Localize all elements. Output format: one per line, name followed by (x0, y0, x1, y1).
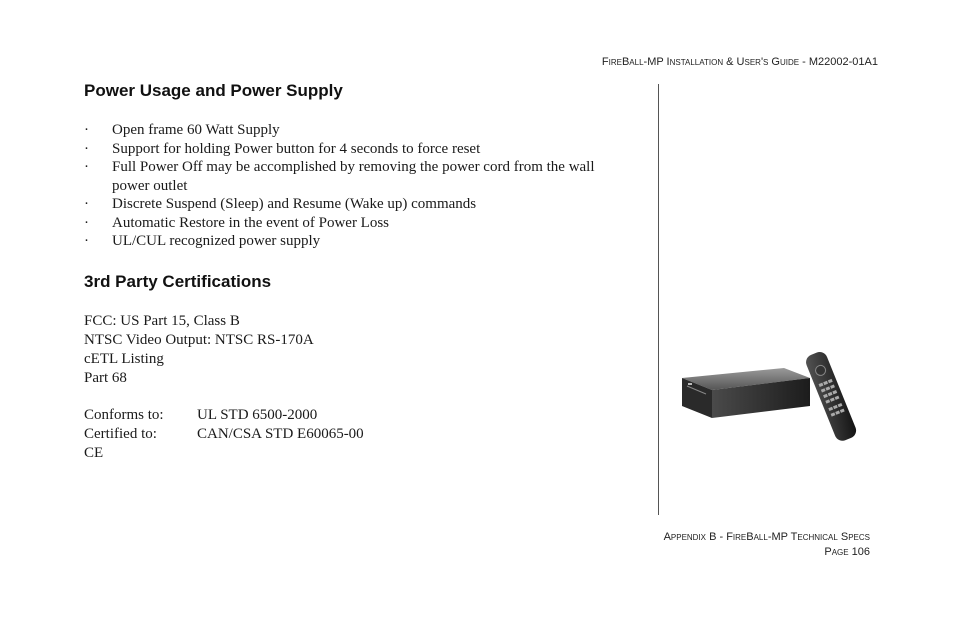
remote-icon (804, 350, 859, 444)
conforms-value: UL STD 6500-2000 (197, 407, 318, 423)
list-item: · Support for holding Power button for 4 seconds to force reset (84, 140, 481, 157)
page-number: Page 106 (824, 546, 870, 558)
certifications-heading: 3rd Party Certifications (84, 272, 272, 291)
conforms-row (84, 406, 484, 425)
cetl-line: cETL Listing (84, 351, 164, 367)
column-divider (658, 84, 659, 515)
list-item: · Automatic Restore in the event of Power Loss (84, 214, 390, 231)
power-supply-list (84, 121, 629, 251)
page-footer (560, 530, 870, 560)
fcc-line: FCC: US Part 15, Class B (84, 313, 240, 329)
bullet-icon: · (84, 233, 89, 249)
list-item: · Open frame 60 Watt Supply (84, 122, 280, 138)
part68-line: Part 68 (84, 370, 127, 386)
device-with-remote-image (672, 348, 864, 444)
bullet-icon: · (84, 140, 89, 157)
bullet-icon: · (84, 122, 89, 138)
bullet-icon: · (84, 159, 89, 175)
bullet-icon: · (84, 214, 89, 231)
running-header: FireBall-MP Installation & User's Guide - M22002-01A1 (601, 56, 878, 68)
ntsc-line: NTSC Video Output: NTSC RS-170A (84, 332, 314, 348)
certified-value: CAN/CSA STD E60065-00 (197, 426, 364, 442)
certified-row (84, 425, 484, 444)
footer-section-title: Appendix B - FireBall-MP Technical Specs (663, 531, 870, 543)
ce-line: CE (84, 445, 104, 461)
conforms-label: Conforms to: (84, 407, 164, 423)
certified-label: Certified to: (84, 426, 157, 442)
list-item: · Full Power Off may be accomplished by removing the power cord from the wall power outlet (84, 159, 595, 194)
list-item: · UL/CUL recognized power supply (84, 233, 321, 249)
bullet-icon: · (84, 196, 89, 212)
power-usage-heading: Power Usage and Power Supply (84, 81, 343, 100)
certifications-block (84, 312, 484, 463)
list-item: · Discrete Suspend (Sleep) and Resume (Wake up) commands (84, 196, 477, 212)
